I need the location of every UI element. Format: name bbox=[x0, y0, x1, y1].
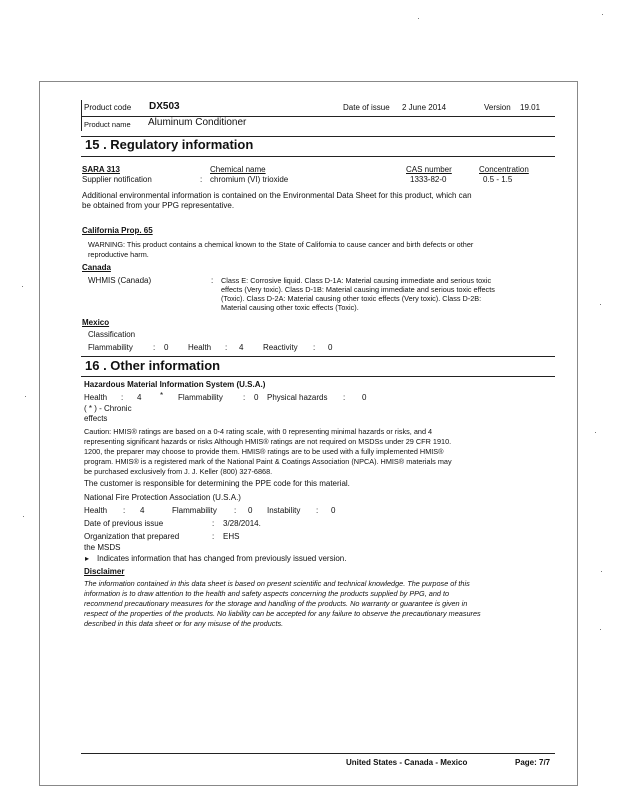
nfpa-health: 4 bbox=[140, 506, 145, 515]
product-code: DX503 bbox=[149, 101, 180, 112]
nfpa-heading: National Fire Protection Association (U.S.A.) bbox=[84, 493, 241, 502]
hmis-chronic-line2: effects bbox=[84, 414, 108, 423]
sara-chemical: chromium (VI) trioxide bbox=[210, 175, 289, 184]
whmis-line1: Class E: Corrosive liquid. Class D-1A: Material causing immediate and serious toxic bbox=[221, 276, 492, 285]
nfpa-flammability: 0 bbox=[248, 506, 253, 515]
sara-col-cas: CAS number bbox=[406, 165, 452, 174]
organization-colon: : bbox=[212, 532, 215, 541]
sara-row-label: Supplier notification bbox=[82, 175, 152, 184]
california-heading: California Prop. 65 bbox=[82, 226, 153, 235]
nfpa-flammability-label: Flammability bbox=[172, 506, 217, 515]
section-15-title: 15 . Regulatory information bbox=[85, 137, 254, 152]
disclaimer-line4: respect of the properties of the products. No liability can be accepted for any failure to observe the precautionary measures bbox=[84, 609, 481, 618]
mexico-classification: Classification bbox=[88, 330, 136, 339]
whmis-colon: : bbox=[211, 276, 214, 285]
hmis-health: 4 bbox=[137, 393, 142, 402]
indicates-changes: Indicates information that has changed from previously issued version. bbox=[97, 554, 347, 563]
canada-heading: Canada bbox=[82, 263, 111, 272]
product-code-label: Product code bbox=[84, 103, 132, 112]
disclaimer-line2: information is to draw attention to the health and safety aspects concerning the products supplied by PPG, and to bbox=[84, 589, 450, 598]
organization-label-line2: the MSDS bbox=[84, 543, 121, 552]
disclaimer-line3: recommend precautionary measures for the storage and handling of the products. No warranty or guarantee is given in bbox=[84, 599, 468, 608]
previous-issue-colon: : bbox=[212, 519, 215, 528]
hmis-flammability-label: Flammability bbox=[178, 393, 223, 402]
nfpa-flammability-colon: : bbox=[234, 506, 237, 515]
caution-line3: 1200, the preparer may choose to provide them. HMIS® ratings are to be used with a fully implemented HMIS® bbox=[84, 447, 444, 456]
sara-concentration: 0.5 - 1.5 bbox=[483, 175, 513, 184]
footer-page-number: Page: 7/7 bbox=[515, 758, 551, 767]
additional-info-line2: be obtained from your PPG representative. bbox=[82, 201, 235, 210]
nfpa-health-label: Health bbox=[84, 506, 108, 515]
nfpa-instability-label: Instability bbox=[267, 506, 301, 515]
nfpa-instability-colon: : bbox=[316, 506, 319, 515]
organization-label-line1: Organization that prepared bbox=[84, 532, 180, 541]
caution-line1: Caution: HMIS® ratings are based on a 0-4 rating scale, with 0 representing minimal hazards or risks, and 4 bbox=[84, 427, 433, 436]
whmis-line2: effects (Very toxic). Class D-1B: Material causing immediate and serious toxic effects bbox=[221, 285, 495, 294]
nfpa-health-colon: : bbox=[123, 506, 126, 515]
previous-issue-date: 3/28/2014. bbox=[223, 519, 261, 528]
mexico-flammability: 0 bbox=[164, 343, 169, 352]
mexico-reactivity-colon: : bbox=[313, 343, 316, 352]
date-of-issue: 2 June 2014 bbox=[402, 103, 447, 112]
organization-value: EHS bbox=[223, 532, 240, 541]
hmis-heading: Hazardous Material Information System (U.S.A.) bbox=[84, 380, 266, 389]
version: 19.01 bbox=[520, 103, 541, 112]
mexico-flammability-colon: : bbox=[153, 343, 156, 352]
footer-region: United States - Canada - Mexico bbox=[346, 758, 468, 767]
disclaimer-line1: The information contained in this data sheet is based on present scientific and technical knowledge. The purpose of this bbox=[84, 579, 470, 588]
disclaimer-heading: Disclaimer bbox=[84, 567, 125, 576]
sara-col-concentration: Concentration bbox=[479, 165, 529, 174]
whmis-label: WHMIS (Canada) bbox=[88, 276, 152, 285]
hmis-flammability-colon: : bbox=[243, 393, 246, 402]
section-16-title: 16 . Other information bbox=[85, 358, 221, 373]
whmis-line3: (Toxic). Class D-2A: Material causing other toxic effects (Very toxic). Class D-2B: bbox=[221, 294, 482, 303]
product-name: Aluminum Conditioner bbox=[148, 117, 247, 128]
mexico-health: 4 bbox=[239, 343, 244, 352]
mexico-reactivity: 0 bbox=[328, 343, 333, 352]
hmis-chronic-line1: ( * ) - Chronic bbox=[84, 404, 132, 413]
nfpa-instability: 0 bbox=[331, 506, 336, 515]
mexico-heading: Mexico bbox=[82, 318, 110, 327]
mexico-health-label: Health bbox=[188, 343, 212, 352]
caution-line2: representing significant hazards or risks Although HMIS® ratings are not required on MSDSs under 29 CFR 1910. bbox=[84, 437, 452, 446]
california-warning-line1: WARNING: This product contains a chemical known to the State of California to cause cancer and birth defects or other bbox=[88, 240, 474, 249]
version-label: Version bbox=[484, 103, 511, 112]
customer-responsibility: The customer is responsible for determining the PPE code for this material. bbox=[84, 479, 350, 488]
mexico-flammability-label: Flammability bbox=[88, 343, 133, 352]
california-warning-line2: reproductive harm. bbox=[88, 250, 149, 259]
previous-issue-label: Date of previous issue bbox=[84, 519, 164, 528]
hmis-physical: 0 bbox=[362, 393, 367, 402]
hmis-flammability: 0 bbox=[254, 393, 259, 402]
sara-heading: SARA 313 bbox=[82, 165, 120, 174]
mexico-reactivity-label: Reactivity bbox=[263, 343, 298, 352]
sara-cas: 1333-82-0 bbox=[410, 175, 447, 184]
sara-col-chemical: Chemical name bbox=[210, 165, 266, 174]
hmis-health-colon: : bbox=[121, 393, 124, 402]
mexico-health-colon: : bbox=[225, 343, 228, 352]
caution-line4: program. HMIS® is a registered mark of the National Paint & Coatings Association (NPCA). HMIS® materials may bbox=[84, 457, 452, 466]
disclaimer-line5: described in this data sheet or for any misuse of the products. bbox=[84, 619, 284, 628]
hmis-physical-label: Physical hazards bbox=[267, 393, 328, 402]
hmis-health-label: Health bbox=[84, 393, 108, 402]
date-of-issue-label: Date of issue bbox=[343, 103, 390, 112]
hmis-health-chronic-star: * bbox=[160, 391, 164, 400]
hmis-physical-colon: : bbox=[343, 393, 346, 402]
changed-marker-icon: ▸ bbox=[85, 554, 90, 563]
product-name-label: Product name bbox=[84, 120, 131, 129]
whmis-line4: Material causing other toxic effects (Toxic). bbox=[221, 303, 359, 312]
additional-info-line1: Additional environmental information is contained on the Environmental Data Sheet for this product, which can bbox=[82, 191, 472, 200]
sara-colon: : bbox=[200, 175, 203, 184]
caution-line5: be purchased exclusively from J. J. Keller (800) 327-6868. bbox=[84, 467, 273, 476]
